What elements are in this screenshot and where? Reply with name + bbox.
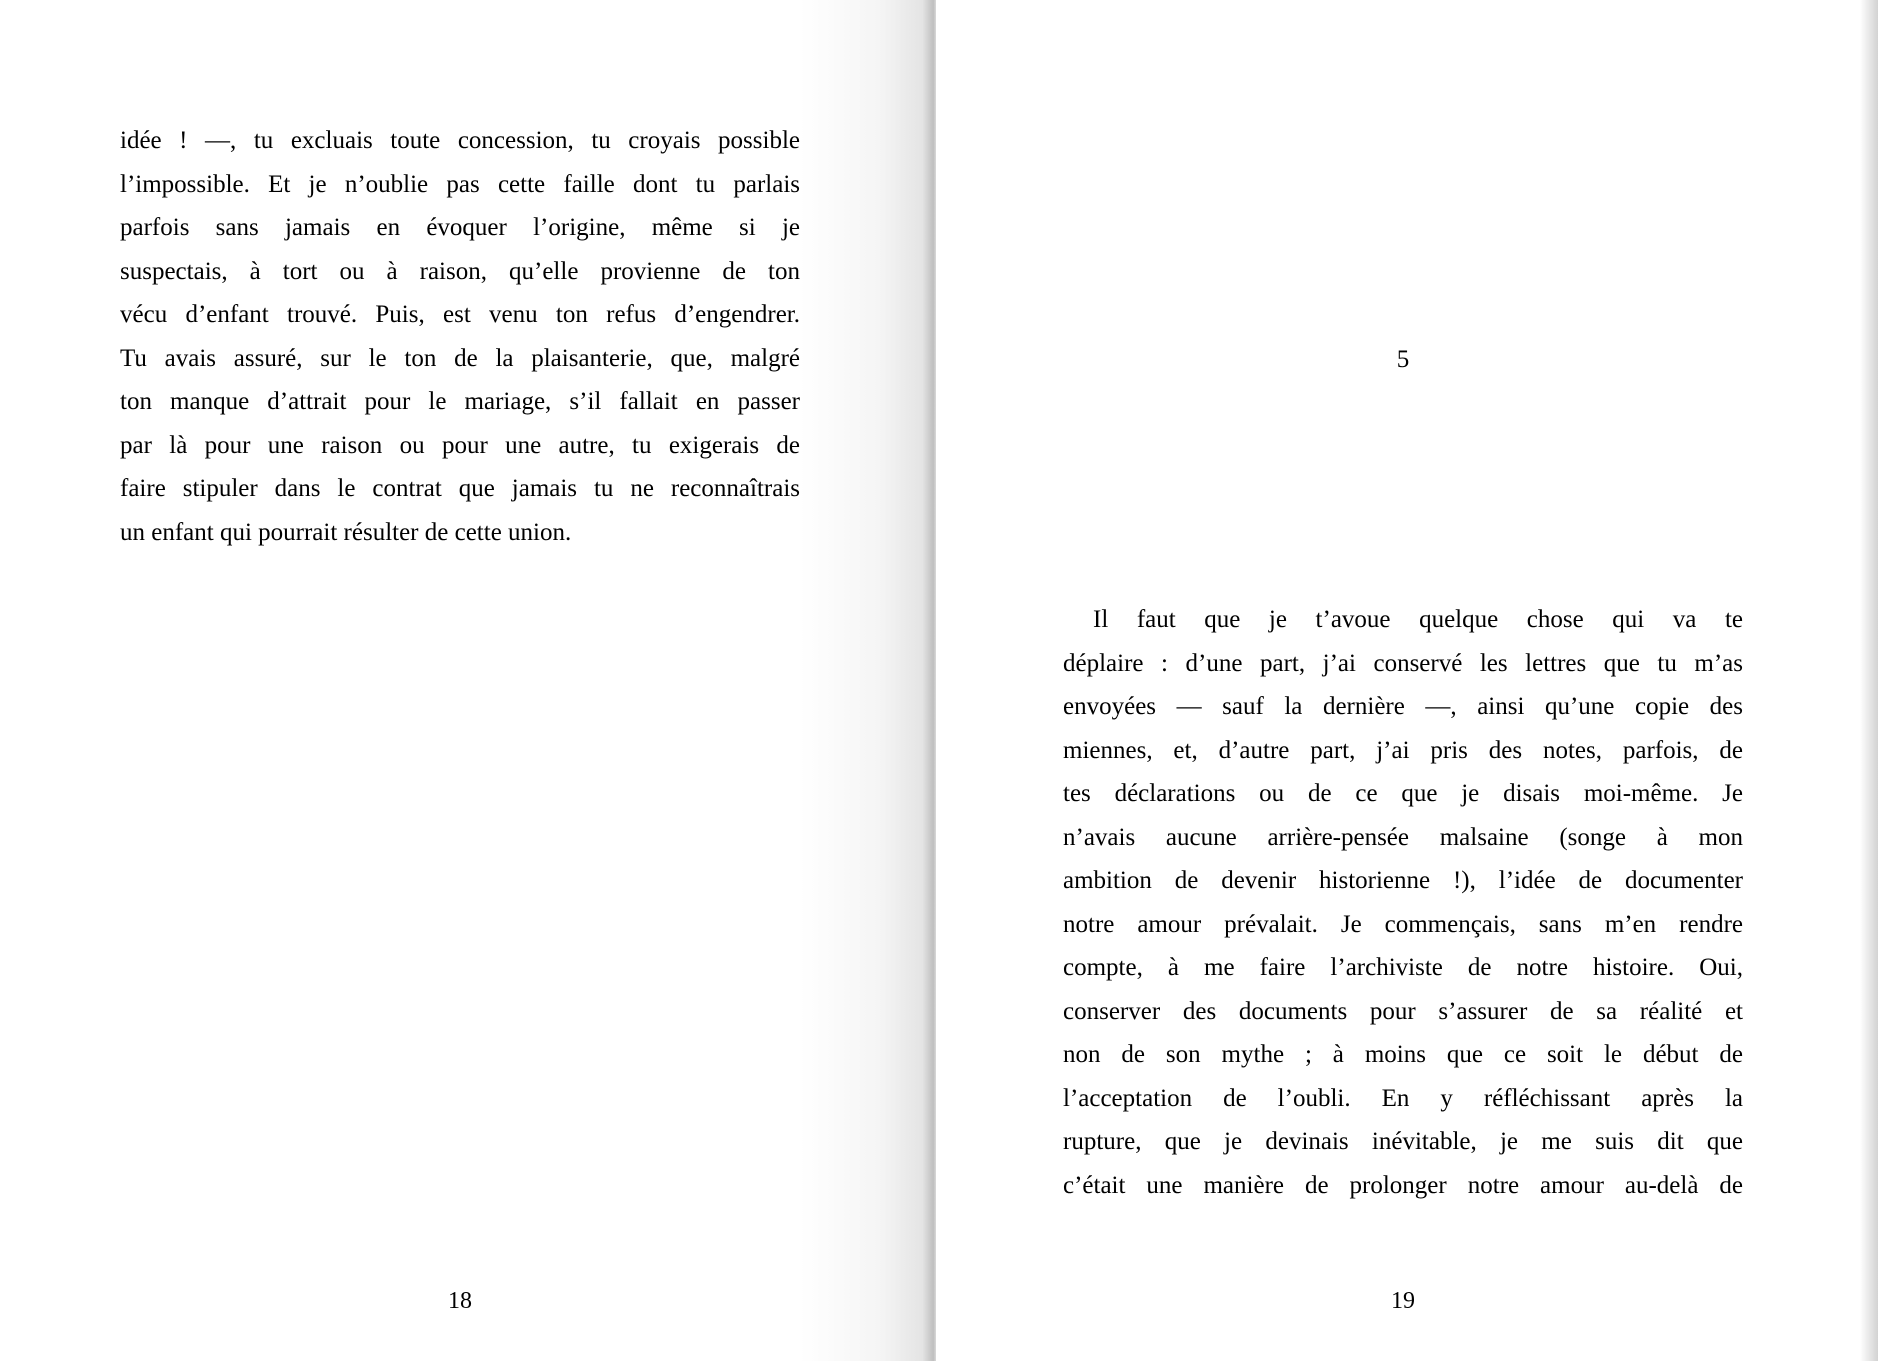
left-page-number: 18	[448, 1288, 472, 1314]
text-line: déplaire : d’une part, j’ai conservé les lettres que tu m’as	[1063, 649, 1743, 677]
text-line: par là pour une raison ou pour une autre, tu exigerais de	[120, 431, 800, 459]
text-line: tes déclarations ou de ce que je disais moi-même. Je	[1063, 780, 1743, 807]
text-line: l’acceptation de l’oubli. En y réfléchissant après la	[1063, 1084, 1743, 1112]
text-line: envoyées — sauf la dernière —, ainsi qu’une copie des	[1063, 693, 1743, 720]
text-line: ambition de devenir historienne !), l’idée de documenter	[1063, 867, 1743, 894]
right-page-text-block	[1063, 598, 1743, 1207]
right-page-number: 19	[1391, 1288, 1415, 1314]
left-page-text-block	[120, 119, 800, 554]
right-page	[936, 0, 1878, 1361]
text-line: Tu avais assuré, sur le ton de la plaisanterie, que, malgré	[120, 344, 800, 372]
text-line: rupture, que je devinais inévitable, je me suis dit que	[1063, 1128, 1743, 1155]
text-line: un enfant qui pourrait résulter de cette union.	[120, 518, 572, 546]
text-line: c’était une manière de prolonger notre amour au-delà de	[1063, 1171, 1743, 1199]
text-line: n’avais aucune arrière-pensée malsaine (songe à mon	[1063, 823, 1743, 851]
text-line: compte, à me faire l’archiviste de notre histoire. Oui,	[1063, 954, 1743, 981]
text-line: miennes, et, d’autre part, j’ai pris des notes, parfois, de	[1063, 736, 1743, 764]
text-line: suspectais, à tort ou à raison, qu’elle provienne de ton	[120, 257, 800, 285]
text-line: non de son mythe ; à moins que ce soit le début de	[1063, 1041, 1743, 1068]
text-line: conserver des documents pour s’assurer de sa réalité et	[1063, 997, 1743, 1025]
chapter-number: 5	[1396, 346, 1410, 373]
text-line: Il faut que je t’avoue quelque chose qui va te	[1093, 606, 1743, 633]
text-line: parfois sans jamais en évoquer l’origine, même si je	[120, 214, 800, 241]
text-line: notre amour prévalait. Je commençais, sans m’en rendre	[1063, 910, 1743, 938]
left-page	[0, 0, 936, 1361]
text-line: faire stipuler dans le contrat que jamais tu ne reconnaîtrais	[120, 475, 800, 502]
text-line: vécu d’enfant trouvé. Puis, est venu ton refus d’engendrer.	[120, 301, 800, 328]
text-line: l’impossible. Et je n’oublie pas cette faille dont tu parlais	[120, 170, 800, 198]
text-line: idée ! —, tu excluais toute concession, tu croyais possible	[120, 127, 800, 154]
text-line: ton manque d’attrait pour le mariage, s’il fallait en passer	[120, 388, 800, 415]
